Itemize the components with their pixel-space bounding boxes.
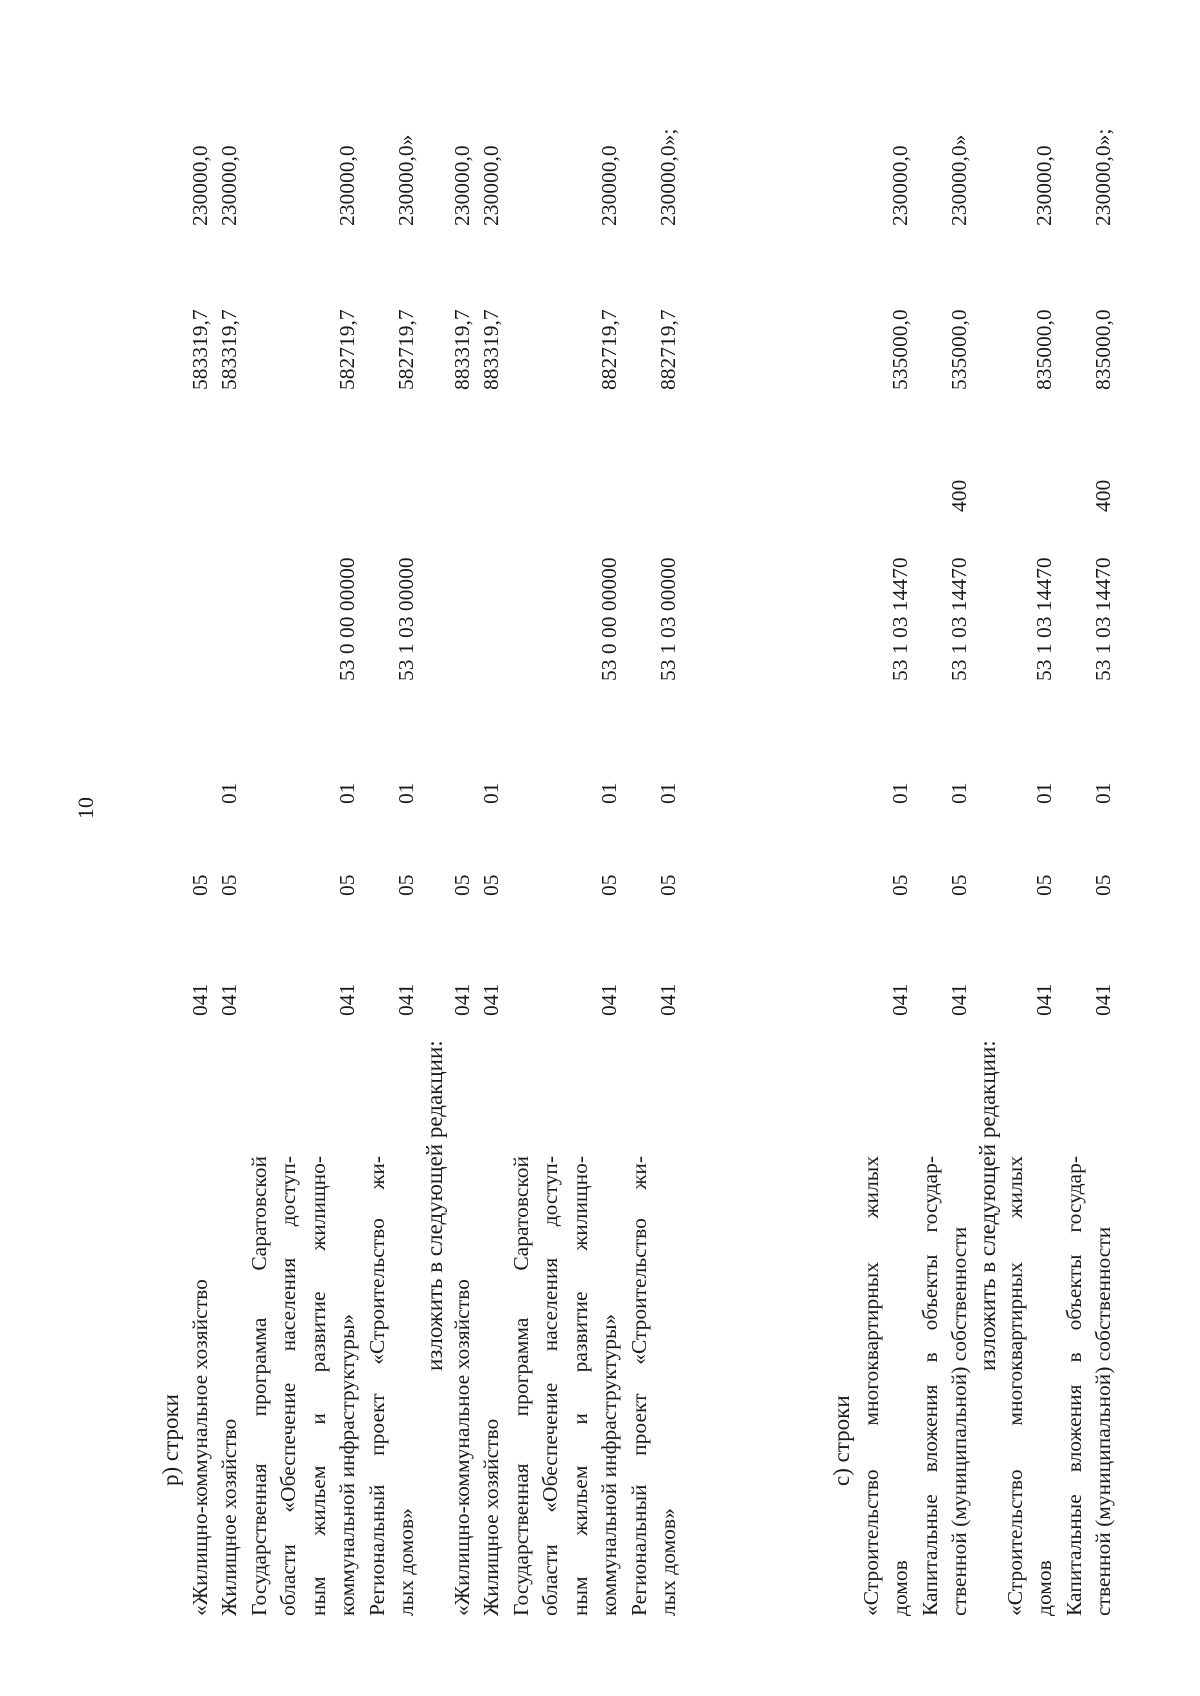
row-name-line: Капитальные вложения в объекты государ-	[1061, 1156, 1086, 1616]
target-article: 53 1 03 14470	[1032, 557, 1056, 681]
section-s-old-rows	[857, 116, 975, 1616]
row-name	[363, 1156, 422, 1616]
target-article: 53 1 03 14470	[1091, 557, 1115, 681]
amount-2: 230000,0	[597, 145, 621, 226]
row-name-line: Региональный проект «Строительство жи-	[364, 1156, 389, 1616]
row-name	[186, 1156, 216, 1616]
ved-code: 041	[1091, 983, 1115, 1016]
section-code: 05	[217, 874, 241, 896]
section-code: 05	[597, 874, 621, 896]
section-r-old-rows	[186, 116, 422, 1616]
section-s-new-rows	[1001, 116, 1119, 1616]
row-name-line: «Строительство многоквартирных жилых	[858, 1156, 883, 1616]
table-row	[1001, 116, 1060, 1616]
section-code: 05	[888, 874, 912, 896]
table-row	[215, 116, 245, 1616]
row-name-line: ственной (муниципальной) собственности	[1091, 1226, 1115, 1616]
row-name	[448, 1156, 478, 1616]
table-row	[1060, 116, 1119, 1616]
row-name-line: домов	[1032, 1560, 1056, 1616]
subsection-code: 01	[597, 782, 621, 804]
section-code: 05	[187, 874, 212, 896]
table-row	[186, 116, 216, 1616]
amount-2: 230000,0»;	[1091, 128, 1115, 226]
table-row	[245, 116, 363, 1616]
target-article: 53 1 03 00000	[656, 557, 680, 681]
subsection-code: 01	[888, 782, 912, 804]
amount-2: 230000,0»	[394, 134, 418, 226]
amount-2: 230000,0	[217, 145, 241, 226]
page-number: 10	[73, 797, 98, 819]
section-r-redaction: изложить в следующей редакции:	[421, 1040, 447, 1371]
row-name-line: коммунальной инфраструктуры»	[597, 1313, 621, 1616]
amount-1: 835000,0	[1091, 309, 1115, 390]
table-row	[477, 116, 507, 1616]
row-name-line: Жилищное хозяйство	[479, 1418, 503, 1616]
table-row	[916, 116, 975, 1616]
row-name	[477, 1156, 507, 1616]
ved-code: 041	[1032, 983, 1056, 1016]
ved-code: 041	[597, 983, 621, 1016]
section-r-new-rows	[448, 116, 684, 1616]
subsection-code: 01	[394, 782, 418, 804]
amount-1: 583319,7	[217, 309, 241, 390]
amount-1: 582719,7	[335, 309, 359, 390]
section-r	[156, 116, 684, 1616]
section-code: 05	[656, 874, 680, 896]
subsection-code: 01	[947, 782, 971, 804]
subsection-code: 01	[1032, 782, 1056, 804]
row-name	[625, 1156, 684, 1616]
section-s-redaction: изложить в следующей редакции:	[974, 1040, 1000, 1371]
target-article: 53 1 03 14470	[888, 557, 912, 681]
row-name	[215, 1156, 245, 1616]
ved-code: 041	[217, 983, 241, 1016]
row-name-line: лых домов»	[394, 1508, 418, 1616]
row-name-line: «Строительство многоквартирных жилых	[1002, 1156, 1027, 1616]
section-s	[827, 116, 1119, 1616]
amount-2: 230000,0	[187, 145, 212, 226]
ved-code: 041	[187, 983, 212, 1016]
amount-2: 230000,0»;	[656, 128, 680, 226]
row-name-line: Государственная программа Саратовской	[508, 1156, 533, 1616]
row-name-line: области «Обеспечение населения доступ-	[538, 1156, 562, 1616]
row-name-line: области «Обеспечение населения доступ-	[276, 1156, 300, 1616]
section-s-header: с) строки	[829, 1395, 854, 1486]
ved-code: 041	[394, 983, 418, 1016]
row-name-line: «Жилищно-коммунальное хозяйство	[187, 1279, 212, 1616]
row-name	[1060, 1156, 1119, 1616]
section-code: 05	[394, 874, 418, 896]
ved-code: 041	[947, 983, 971, 1016]
amount-1: 583319,7	[187, 309, 212, 390]
table-row	[625, 116, 684, 1616]
ved-code: 041	[479, 983, 503, 1016]
amount-2: 230000,0»	[947, 134, 971, 226]
row-name-line: Государственная программа Саратовской	[246, 1156, 271, 1616]
section-r-header: р) строки	[158, 1394, 183, 1486]
ved-code: 041	[656, 983, 680, 1016]
subsection-code: 01	[217, 782, 241, 804]
row-name-line: ным жильем и развитие жилищно-	[305, 1156, 330, 1616]
amount-1: 883319,7	[449, 309, 474, 390]
row-name-line: Жилищное хозяйство	[217, 1418, 241, 1616]
target-article: 53 0 00 00000	[335, 557, 359, 681]
table-row	[507, 116, 625, 1616]
amount-1: 535000,0	[947, 309, 971, 390]
row-name-line: лых домов»	[656, 1508, 680, 1616]
subsection-code: 01	[1091, 782, 1115, 804]
ved-code: 041	[335, 983, 359, 1016]
amount-1: 535000,0	[888, 309, 912, 390]
row-name	[916, 1156, 975, 1616]
row-name	[507, 1156, 625, 1616]
amount-1: 882719,7	[656, 309, 680, 390]
section-code: 05	[1091, 874, 1115, 896]
row-name	[245, 1156, 363, 1616]
section-code: 05	[449, 874, 474, 896]
ved-code: 041	[888, 983, 912, 1016]
row-name-line: домов	[888, 1560, 912, 1616]
amount-2: 230000,0	[335, 145, 359, 226]
expense-type: 400	[947, 479, 971, 512]
target-article: 53 1 03 14470	[947, 557, 971, 681]
row-name-line: ным жильем и развитие жилищно-	[567, 1156, 592, 1616]
ved-code: 041	[449, 983, 474, 1016]
row-name-line: «Жилищно-коммунальное хозяйство	[449, 1279, 474, 1616]
document-body	[142, 116, 1200, 1616]
amount-1: 582719,7	[394, 309, 418, 390]
target-article: 53 1 03 00000	[394, 557, 418, 681]
row-name-line: ственной (муниципальной) собственности	[947, 1226, 971, 1616]
amount-1: 882719,7	[597, 309, 621, 390]
section-code: 05	[335, 874, 359, 896]
amount-1: 835000,0	[1032, 309, 1056, 390]
row-name-line: Капитальные вложения в объекты государ-	[917, 1156, 942, 1616]
row-name-line: Региональный проект «Строительство жи-	[626, 1156, 651, 1616]
expense-type: 400	[1091, 479, 1115, 512]
amount-1: 883319,7	[479, 309, 503, 390]
amount-2: 230000,0	[1032, 145, 1056, 226]
subsection-code: 01	[479, 782, 503, 804]
row-name	[857, 1156, 916, 1616]
target-article: 53 0 00 00000	[597, 557, 621, 681]
table-row	[363, 116, 422, 1616]
table-row	[857, 116, 916, 1616]
row-name-line: коммунальной инфраструктуры»	[335, 1313, 359, 1616]
section-code: 05	[947, 874, 971, 896]
section-code: 05	[479, 874, 503, 896]
amount-2: 230000,0	[888, 145, 912, 226]
table-row	[448, 116, 478, 1616]
section-code: 05	[1032, 874, 1056, 896]
subsection-code: 01	[335, 782, 359, 804]
row-name	[1001, 1156, 1060, 1616]
subsection-code: 01	[656, 782, 680, 804]
amount-2: 230000,0	[479, 145, 503, 226]
amount-2: 230000,0	[449, 145, 474, 226]
